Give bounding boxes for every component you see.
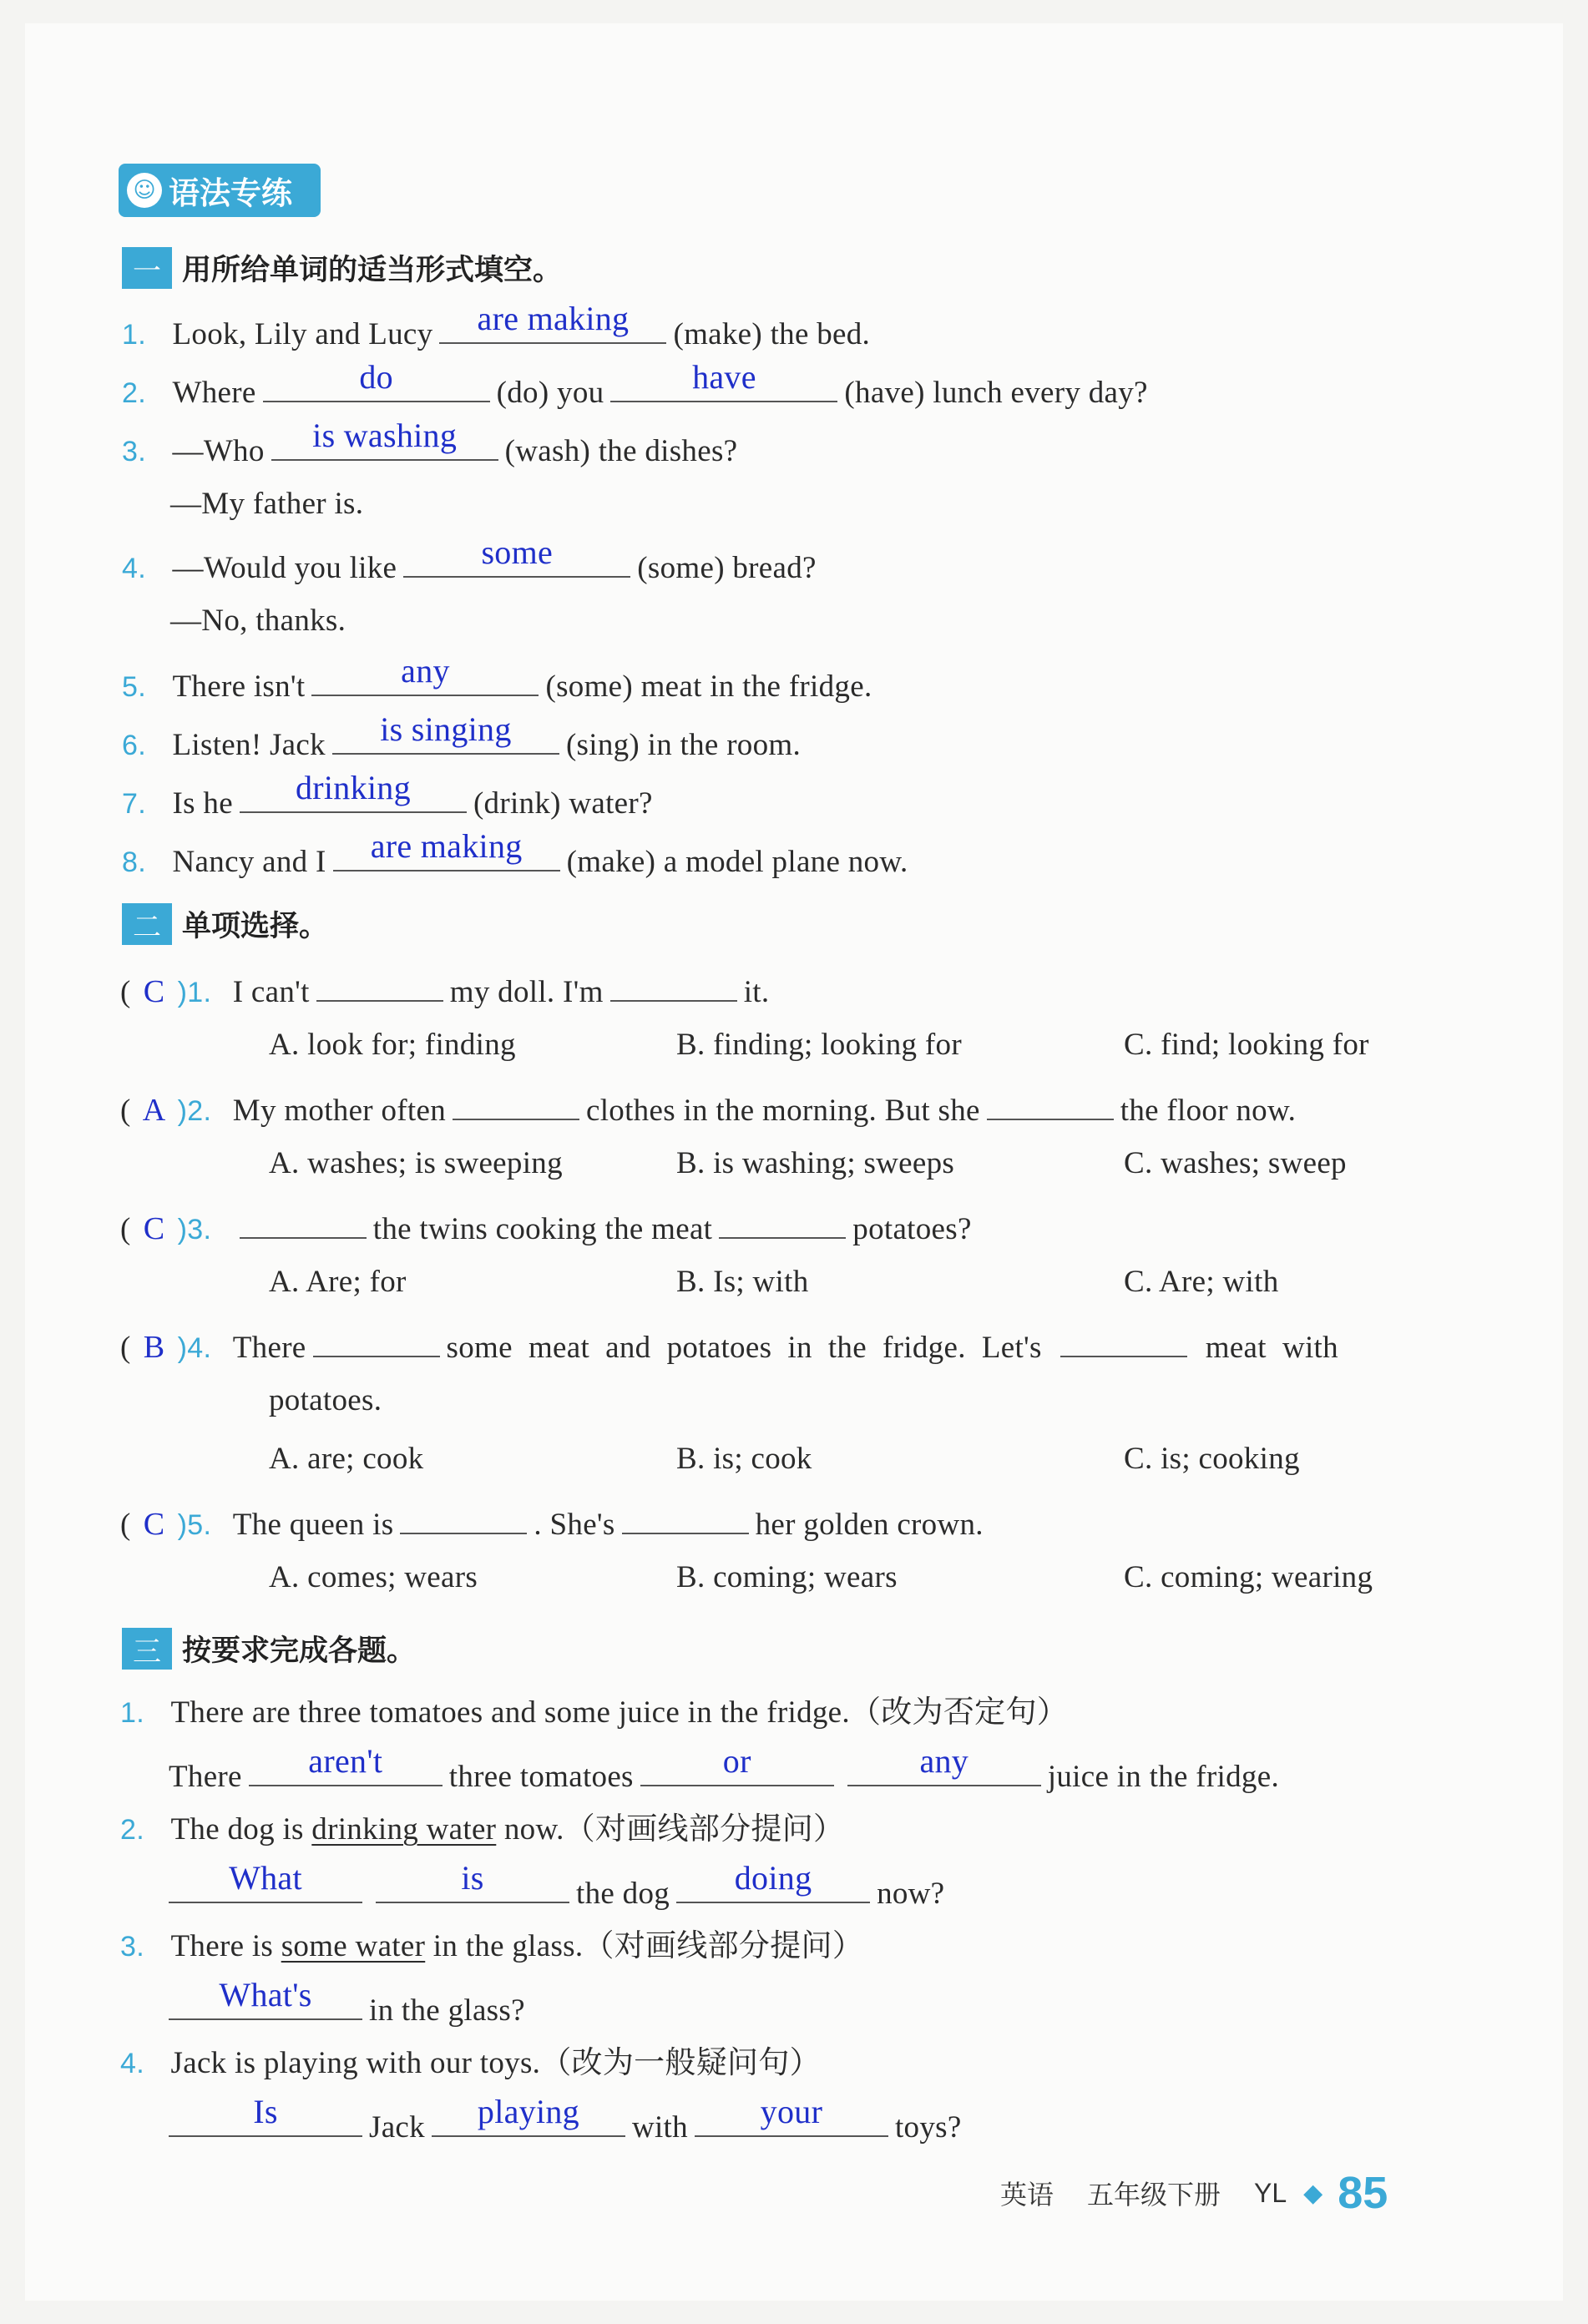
diamond-icon: ◆: [1303, 2178, 1323, 2208]
choice-blank: [719, 1205, 846, 1239]
section-2-header: [122, 902, 328, 947]
choice-blank: [622, 1501, 749, 1534]
s2-q3-option-b: B. Is; with: [676, 1265, 809, 1299]
s3-q1-answer-line: There aren't three tomatoes or any juice in the fridge.: [169, 1742, 1279, 1794]
choice-blank: [610, 968, 737, 1002]
s2-q2-option-c: C. washes; sweep: [1124, 1146, 1347, 1180]
answer-blank: What's: [169, 1987, 362, 2020]
grammar-practice-banner: [119, 164, 321, 217]
s3-question-1: 1. There are three tomatoes and some juice in the fridge.（改为否定句）: [120, 1695, 1069, 1730]
answer-blank: drinking: [240, 780, 467, 813]
s1-question-3-reply: —My father is.: [170, 487, 364, 521]
answer-blank: is: [376, 1870, 569, 1903]
s1-question-4: 4. —Would you like some (some) bread?: [122, 533, 817, 585]
s1-question-5: 5. There isn't any (some) meat in the fridge.: [122, 652, 872, 704]
s2-q4-continuation: potatoes.: [269, 1383, 382, 1417]
answer-blank: any: [311, 663, 539, 696]
s2-q3-option-a: A. Are; for: [269, 1265, 407, 1299]
answer-blank: are making: [439, 311, 666, 344]
s2-q3-option-c: C. Are; with: [1124, 1265, 1279, 1299]
s2-question-2: ( A )2. My mother often clothes in the morning. But she the floor now.: [120, 1087, 1296, 1129]
s1-question-2: 2. Where do (do) you have (have) lunch every day?: [122, 358, 1148, 410]
s2-q4-option-c: C. is; cooking: [1124, 1442, 1300, 1476]
answer-blank: or: [640, 1753, 834, 1786]
s3-question-4: 4. Jack is playing with our toys.（改为一般疑问句）: [120, 2046, 821, 2080]
page-number: 85: [1338, 2168, 1388, 2218]
s2-q5-option-a: A. comes; wears: [269, 1560, 478, 1594]
s2-question-4: ( B )4. There some meat and potatoes in the fridge. Let's meat with: [120, 1324, 1338, 1367]
s3-q4-answer-line: Is Jack playing with your toys?: [162, 2104, 962, 2146]
s1-question-4-reply: —No, thanks.: [170, 604, 346, 638]
underlined-phrase: some water: [281, 1929, 426, 1963]
s2-q5-option-c: C. coming; wearing: [1124, 1560, 1373, 1594]
s3-question-3: 3. There is some water in the glass.（对画线部分提问）: [120, 1929, 864, 1963]
section-1-title: 用所给单词的适当形式填空。: [182, 254, 563, 287]
answer-blank: do: [263, 369, 490, 402]
s1-question-7: 7. Is he drinking (drink) water?: [122, 769, 653, 821]
choice-blank: [240, 1205, 367, 1239]
s2-q4-option-b: B. is; cook: [676, 1442, 812, 1476]
footer-subject: 英语: [1000, 2179, 1054, 2210]
footer-grade: 五年级下册: [1087, 2179, 1221, 2210]
footer-edition: YL: [1254, 2177, 1287, 2208]
section-3-header: [122, 1626, 416, 1671]
section-3-title: 按要求完成各题。: [182, 1634, 417, 1668]
answer-blank: playing: [432, 2104, 625, 2137]
s1-question-6: 6. Listen! Jack is singing (sing) in the room.: [122, 710, 802, 762]
s1-question-8: 8. Nancy and I are making (make) a model plane now.: [122, 827, 908, 879]
answer-blank: is washing: [271, 427, 498, 461]
answer-blank: are making: [333, 838, 560, 872]
s2-q2-option-b: B. is washing; sweeps: [676, 1146, 955, 1180]
s3-question-2: 2. The dog is drinking water now.（对画线部分提问）: [120, 1812, 845, 1847]
answer-blank: some: [403, 544, 630, 578]
s2-q1-option-a: A. look for; finding: [269, 1028, 516, 1062]
answer-blank: any: [847, 1753, 1041, 1786]
s1-question-3: 3. —Who is washing (wash) the dishes?: [122, 417, 738, 468]
choice-blank: [1060, 1324, 1187, 1357]
choice-blank: [313, 1324, 440, 1357]
choice-blank: [400, 1501, 527, 1534]
smile-icon: ☺: [127, 173, 162, 208]
s2-question-1: ( C )1. I can't my doll. I'm it.: [120, 968, 769, 1011]
page-footer: [1000, 2167, 1388, 2219]
section-2-title: 单项选择。: [182, 910, 329, 943]
section-3-badge: 三: [122, 1628, 172, 1670]
s2-q4-option-a: A. are; cook: [269, 1442, 424, 1476]
s1-question-1: 1. Look, Lily and Lucy are making (make) the bed.: [122, 300, 871, 351]
s3-q2-answer-line: What is the dog doing now?: [162, 1870, 944, 1912]
answer-blank: Is: [169, 2104, 362, 2137]
s2-question-3: ( C )3. the twins cooking the meat potatoes?: [120, 1205, 972, 1248]
choice-blank: [987, 1087, 1114, 1120]
answer-blank: aren't: [249, 1753, 443, 1786]
section-2-badge: 二: [122, 903, 172, 945]
answer-blank: have: [610, 369, 837, 402]
answer-blank: doing: [676, 1870, 870, 1903]
banner-title: 语法专练: [169, 175, 292, 211]
underlined-phrase: drinking water: [311, 1812, 497, 1847]
choice-blank: [316, 968, 443, 1002]
answer-blank: your: [695, 2104, 888, 2137]
s3-q3-answer-line: What's in the glass?: [162, 1987, 525, 2029]
answer-blank: is singing: [332, 721, 559, 755]
section-1-header: [122, 245, 562, 290]
choice-blank: [453, 1087, 579, 1120]
s2-q1-option-c: C. find; looking for: [1124, 1028, 1369, 1062]
section-1-badge: 一: [122, 247, 172, 289]
s2-q1-option-b: B. finding; looking for: [676, 1028, 962, 1062]
s2-q2-option-a: A. washes; is sweeping: [269, 1146, 563, 1180]
answer-blank: What: [169, 1870, 362, 1903]
s2-question-5: ( C )5. The queen is . She's her golden crown.: [120, 1501, 984, 1543]
s2-q5-option-b: B. coming; wears: [676, 1560, 898, 1594]
